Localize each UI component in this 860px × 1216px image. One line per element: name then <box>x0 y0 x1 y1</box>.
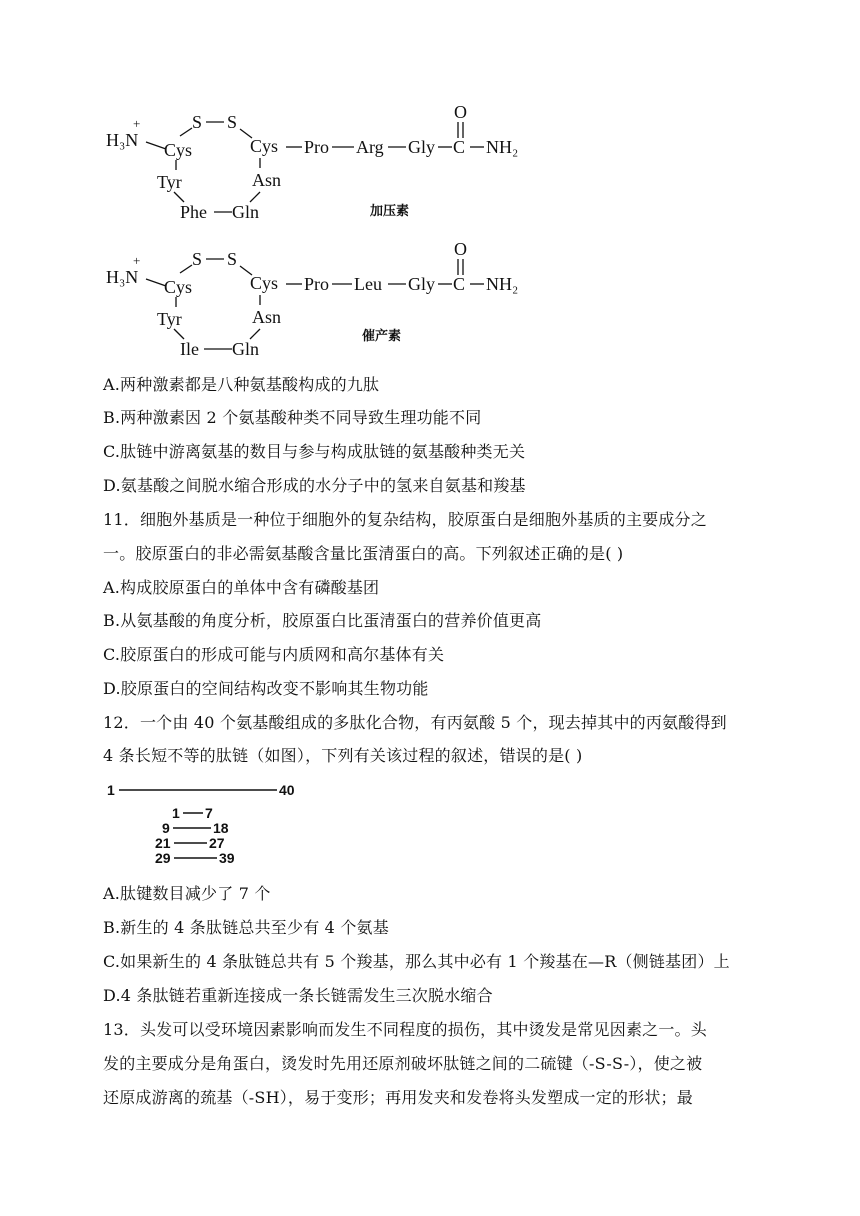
fragment-1-end: 7 <box>205 805 213 821</box>
oxytocin-ile: Ile <box>180 339 199 359</box>
oxytocin-label: 催产素 <box>362 329 402 344</box>
vasopressin-label: 加压素 <box>370 204 410 219</box>
vasopressin-s1: S <box>192 112 203 132</box>
q12-option-d: D.4 条肽链若重新连接成一条长链需发生三次脱水缩合 <box>103 986 493 1005</box>
vasopressin-phe: Phe <box>180 202 207 222</box>
q12-option-c: C.如果新生的 4 条肽链总共有 5 个羧基，那么其中必有 1 个羧基在—R（侧链基团）上 <box>103 952 730 971</box>
full-chain-start: 1 <box>107 782 115 798</box>
vasopressin-charge: + <box>133 116 141 131</box>
oxytocin-asn: Asn <box>252 307 282 327</box>
fragment-3-start: 21 <box>155 835 171 851</box>
q10-option-b: B.两种激素因 2 个氨基酸种类不同导致生理功能不同 <box>103 408 482 427</box>
oxytocin-s1: S <box>192 249 203 269</box>
q11-option-b: B.从氨基酸的角度分析，胶原蛋白比蛋清蛋白的营养价值更高 <box>103 611 542 630</box>
q11-stem-line-1: 11．细胞外基质是一种位于细胞外的复杂结构，胶原蛋白是细胞外基质的主要成分之 <box>103 510 707 529</box>
vasopressin-cys1: Cys <box>164 140 193 160</box>
vasopressin-gly: Gly <box>408 137 435 157</box>
fragment-2-end: 18 <box>213 820 229 836</box>
oxytocin-carbonyl-c: C <box>453 274 466 294</box>
q12-option-b: B.新生的 4 条肽链总共至少有 4 个氨基 <box>103 918 389 937</box>
vasopressin-n-term: H₃N <box>106 130 139 150</box>
oxytocin-cys6: Cys <box>250 273 279 293</box>
vasopressin-arg: Arg <box>356 137 384 157</box>
vasopressin-amide: NH₂ <box>486 137 519 157</box>
q13-line-1: 13．头发可以受环境因素影响而发生不同程度的损伤，其中烫发是常见因素之一。头 <box>103 1020 707 1039</box>
vasopressin-tyr: Tyr <box>157 172 182 192</box>
q11-stem-line-2: 一。胶原蛋白的非必需氨基酸含量比蛋清蛋白的高。下列叙述正确的是( ) <box>103 544 624 563</box>
oxytocin-structure <box>100 237 540 362</box>
oxytocin-carbonyl-o: O <box>454 239 467 259</box>
q10-option-c: C.肽链中游离氨基的数目与参与构成肽链的氨基酸种类无关 <box>103 442 526 461</box>
q12-option-a: A.肽键数目减少了 7 个 <box>103 884 271 903</box>
q13-line-3: 还原成游离的巯基（-SH），易于变形；再用发夹和发卷将头发塑成一定的形状；最 <box>103 1088 693 1107</box>
q12-stem-line-2: 4 条长短不等的肽链（如图），下列有关该过程的叙述，错误的是( ) <box>103 746 583 765</box>
vasopressin-cys6: Cys <box>250 136 279 156</box>
oxytocin-cys1: Cys <box>164 277 193 297</box>
vasopressin-gln: Gln <box>232 202 259 222</box>
oxytocin-n-term: H₃N <box>106 267 139 287</box>
q12-stem-line-1: 12．一个由 40 个氨基酸组成的多肽化合物，有丙氨酸 5 个，现去掉其中的丙氨酸得到 <box>103 713 727 732</box>
vasopressin-s2: S <box>227 112 238 132</box>
q10-option-d: D.氨基酸之间脱水缩合形成的水分子中的氢来自氨基和羧基 <box>103 476 526 495</box>
oxytocin-charge: + <box>133 253 141 268</box>
fragment-4-end: 39 <box>219 850 235 866</box>
fragment-4-start: 29 <box>155 850 171 866</box>
vasopressin-asn: Asn <box>252 170 282 190</box>
oxytocin-tyr: Tyr <box>157 309 182 329</box>
peptide-fragment-figure <box>103 778 323 870</box>
oxytocin-gln: Gln <box>232 339 259 359</box>
fragment-2-start: 9 <box>162 820 170 836</box>
q11-option-c: C.胶原蛋白的形成可能与内质网和高尔基体有关 <box>103 645 445 664</box>
vasopressin-structure <box>100 100 540 225</box>
vasopressin-carbonyl-c: C <box>453 137 466 157</box>
q10-option-a: A.两种激素都是八种氨基酸构成的九肽 <box>103 375 380 394</box>
fragment-1-start: 1 <box>172 805 180 821</box>
oxytocin-pro: Pro <box>304 274 330 294</box>
fragment-3-end: 27 <box>209 835 225 851</box>
full-chain-end: 40 <box>279 782 295 798</box>
oxytocin-s2: S <box>227 249 238 269</box>
oxytocin-gly: Gly <box>408 274 435 294</box>
vasopressin-carbonyl-o: O <box>454 102 467 122</box>
q13-line-2: 发的主要成分是角蛋白，烫发时先用还原剂破坏肽链之间的二硫键（-S-S-），使之被 <box>103 1054 703 1073</box>
vasopressin-pro: Pro <box>304 137 330 157</box>
q11-option-a: A.构成胶原蛋白的单体中含有磷酸基团 <box>103 578 380 597</box>
oxytocin-amide: NH₂ <box>486 274 519 294</box>
q11-option-d: D.胶原蛋白的空间结构改变不影响其生物功能 <box>103 679 429 698</box>
oxytocin-leu: Leu <box>354 274 382 294</box>
